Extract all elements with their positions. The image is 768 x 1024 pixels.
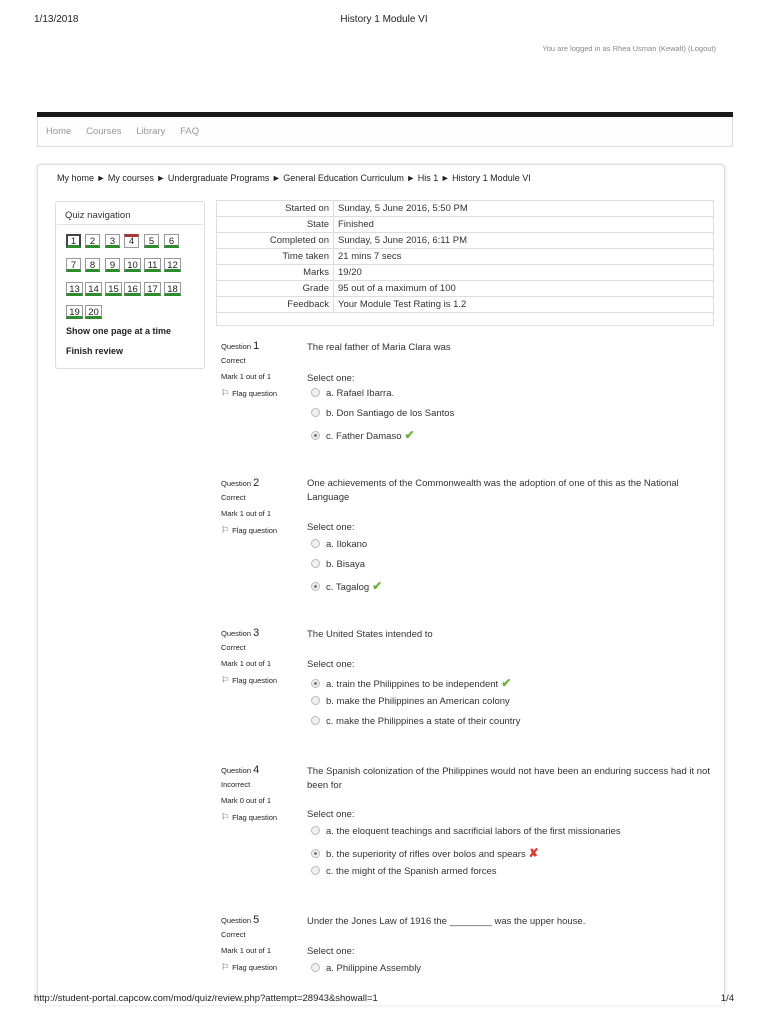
question-mark: Mark 1 out of 1 <box>221 372 272 381</box>
nav-home[interactable]: Home <box>46 126 72 137</box>
summary-table-tail <box>216 313 714 326</box>
question-number: 1 <box>253 340 260 352</box>
nav-faq[interactable]: FAQ <box>180 126 200 137</box>
quiz-nav-button[interactable]: 12 <box>164 258 181 272</box>
divider <box>57 224 203 225</box>
radio-button[interactable] <box>311 866 320 875</box>
answer-option[interactable] <box>311 846 539 860</box>
table-row <box>217 281 714 297</box>
question-info <box>221 340 277 404</box>
login-info: You are logged in as Rhea Usman (Kewalt) (Logout) <box>542 44 716 53</box>
question-state: Correct <box>221 356 246 365</box>
question-state: Correct <box>221 930 246 939</box>
question-info <box>221 764 277 828</box>
nav-courses[interactable]: Courses <box>86 126 122 137</box>
question-state: Correct <box>221 643 246 652</box>
cross-icon: ✘ <box>528 846 539 860</box>
select-one-label: Select one: <box>307 809 355 820</box>
question-number: 5 <box>253 914 260 926</box>
flag-icon: ⚐ <box>221 675 230 685</box>
summary-value: Your Module Test Rating is 1.2 <box>334 297 714 313</box>
option-label: c. Father Damaso <box>326 431 402 442</box>
answer-option[interactable] <box>311 963 421 974</box>
option-label: b. make the Philippines an American colony <box>326 696 510 707</box>
option-label: c. Tagalog <box>326 582 370 593</box>
show-one-page-link[interactable]: Show one page at a time <box>66 326 172 336</box>
question-label: Question <box>221 766 252 775</box>
table-row <box>217 201 714 217</box>
summary-value: 95 out of a maximum of 100 <box>334 281 714 297</box>
flag-label: Flag question <box>232 963 278 972</box>
summary-key: Marks <box>217 265 334 281</box>
question-label: Question <box>221 916 252 925</box>
quiz-nav-button[interactable]: 8 <box>85 258 100 272</box>
print-page-number: 1/4 <box>720 993 734 1004</box>
question-info <box>221 914 277 978</box>
flag-icon: ⚐ <box>221 388 230 398</box>
quiz-nav-button[interactable]: 3 <box>105 234 120 248</box>
table-row <box>217 297 714 313</box>
summary-value: 21 mins 7 secs <box>334 249 714 265</box>
select-one-label: Select one: <box>307 659 355 670</box>
quiz-nav-button[interactable]: 17 <box>144 282 161 296</box>
question-info <box>221 477 277 541</box>
check-icon: ✔ <box>372 579 383 593</box>
quiz-nav-button[interactable]: 20 <box>85 305 102 319</box>
quiz-nav-button[interactable]: 16 <box>124 282 141 296</box>
table-row <box>217 233 714 249</box>
question-mark: Mark 1 out of 1 <box>221 659 272 668</box>
question-text: The real father of Maria Clara was <box>307 342 451 353</box>
question-number: 2 <box>253 477 260 489</box>
quiz-nav-button[interactable]: 13 <box>66 282 83 296</box>
quiz-nav-button[interactable]: 7 <box>66 258 81 272</box>
radio-button[interactable] <box>311 388 320 397</box>
question-text: One achievements of the Commonwealth was the adoption of one of this as the National Language <box>307 478 679 503</box>
question-label: Question <box>221 629 252 638</box>
radio-button[interactable] <box>311 963 320 972</box>
quiz-nav-button[interactable]: 15 <box>105 282 122 296</box>
option-label: a. Philippine Assembly <box>326 963 422 974</box>
summary-key: Grade <box>217 281 334 297</box>
flag-icon: ⚐ <box>221 962 230 972</box>
radio-button[interactable] <box>311 849 320 858</box>
quiz-nav-button[interactable]: 10 <box>124 258 141 272</box>
table-row <box>217 265 714 281</box>
summary-key: State <box>217 217 334 233</box>
question-number: 3 <box>253 627 260 639</box>
option-label: a. train the Philippines to be independent <box>326 679 499 690</box>
summary-key: Started on <box>217 201 334 217</box>
radio-button[interactable] <box>311 582 320 591</box>
flag-label: Flag question <box>232 813 278 822</box>
question-text: Under the Jones Law of 1916 the ________ was the upper house. <box>307 916 586 927</box>
select-one-label: Select one: <box>307 946 355 957</box>
answer-option[interactable] <box>311 539 367 550</box>
quiz-navigation-title: Quiz navigation <box>65 210 131 221</box>
answer-option[interactable] <box>311 696 510 707</box>
main-nav <box>37 117 733 147</box>
radio-button[interactable] <box>311 539 320 548</box>
radio-button[interactable] <box>311 431 320 440</box>
answer-option[interactable] <box>311 826 621 837</box>
flag-question-link[interactable] <box>221 812 277 824</box>
flag-question-link[interactable] <box>221 962 277 974</box>
summary-value: Sunday, 5 June 2016, 6:11 PM <box>334 233 714 249</box>
check-icon: ✔ <box>404 428 415 442</box>
summary-value: Finished <box>334 217 714 233</box>
radio-button[interactable] <box>311 826 320 835</box>
radio-button[interactable] <box>311 408 320 417</box>
flag-question-link[interactable] <box>221 525 277 537</box>
answer-option[interactable] <box>311 428 415 442</box>
quiz-nav-button[interactable]: 9 <box>105 258 120 272</box>
question-label: Question <box>221 342 252 351</box>
nav-library[interactable]: Library <box>136 126 166 137</box>
question-state: Incorrect <box>221 780 251 789</box>
question-mark: Mark 1 out of 1 <box>221 509 272 518</box>
attempt-summary-table <box>216 200 714 313</box>
question-number: 4 <box>253 764 260 776</box>
quiz-nav-button[interactable]: 4 <box>124 234 139 248</box>
radio-button[interactable] <box>311 679 320 688</box>
flag-label: Flag question <box>232 526 278 535</box>
option-label: c. make the Philippines a state of their country <box>326 716 521 727</box>
question-info <box>221 627 277 691</box>
option-label: a. the eloquent teachings and sacrificial labors of the first missionaries <box>326 826 621 837</box>
quiz-nav-button[interactable]: 2 <box>85 234 100 248</box>
option-label: c. the might of the Spanish armed forces <box>326 866 497 877</box>
quiz-nav-button[interactable]: 14 <box>85 282 102 296</box>
radio-button[interactable] <box>311 716 320 725</box>
table-row <box>217 249 714 265</box>
answer-option[interactable] <box>311 866 497 877</box>
option-label: b. Bisaya <box>326 559 366 570</box>
flag-label: Flag question <box>232 676 278 685</box>
flag-label: Flag question <box>232 389 278 398</box>
finish-review-link[interactable]: Finish review <box>66 346 124 356</box>
summary-value: Sunday, 5 June 2016, 5:50 PM <box>334 201 714 217</box>
answer-option[interactable] <box>311 388 394 399</box>
check-icon: ✔ <box>501 676 512 690</box>
quiz-nav-button[interactable]: 5 <box>144 234 159 248</box>
summary-key: Completed on <box>217 233 334 249</box>
radio-button[interactable] <box>311 696 320 705</box>
question-label: Question <box>221 479 252 488</box>
print-url: http://student-portal.capcow.com/mod/quiz/review.php?attempt=28943&showall=1 <box>34 993 378 1004</box>
breadcrumb[interactable]: My home ► My courses ► Undergraduate Programs ► General Education Curriculum ► His 1 ► History 1 Module VI <box>57 173 531 183</box>
question-text: The United States intended to <box>307 629 433 640</box>
flag-icon: ⚐ <box>221 812 230 822</box>
summary-value: 19/20 <box>334 265 714 281</box>
answer-option[interactable] <box>311 408 454 419</box>
option-label: b. the superiority of rifles over bolos and spears <box>326 849 526 860</box>
radio-button[interactable] <box>311 559 320 568</box>
summary-key: Time taken <box>217 249 334 265</box>
option-label: b. Don Santiago de los Santos <box>326 408 455 419</box>
summary-key: Feedback <box>217 297 334 313</box>
quiz-nav-button[interactable]: 6 <box>164 234 179 248</box>
print-date: 1/13/2018 <box>34 14 79 25</box>
table-row <box>217 217 714 233</box>
question-state: Correct <box>221 493 246 502</box>
quiz-nav-button[interactable]: 19 <box>66 305 83 319</box>
question-mark: Mark 0 out of 1 <box>221 796 272 805</box>
select-one-label: Select one: <box>307 522 355 533</box>
question-mark: Mark 1 out of 1 <box>221 946 272 955</box>
quiz-nav-button[interactable]: 1 <box>66 234 81 248</box>
answer-option[interactable] <box>311 579 382 593</box>
flag-question-link[interactable] <box>221 388 277 400</box>
answer-option[interactable] <box>311 559 365 570</box>
answer-option[interactable] <box>311 716 520 727</box>
quiz-nav-button[interactable]: 11 <box>144 258 161 272</box>
flag-icon: ⚐ <box>221 525 230 535</box>
option-label: a. Ilokano <box>326 539 368 550</box>
print-title: History 1 Module VI <box>340 14 428 25</box>
select-one-label: Select one: <box>307 373 355 384</box>
answer-option[interactable] <box>311 676 511 690</box>
quiz-nav-button[interactable]: 18 <box>164 282 181 296</box>
option-label: a. Rafael Ibarra. <box>326 388 395 399</box>
question-text: The Spanish colonization of the Philippines would not have been an enduring success had it not been for <box>307 766 710 791</box>
flag-question-link[interactable] <box>221 675 277 687</box>
